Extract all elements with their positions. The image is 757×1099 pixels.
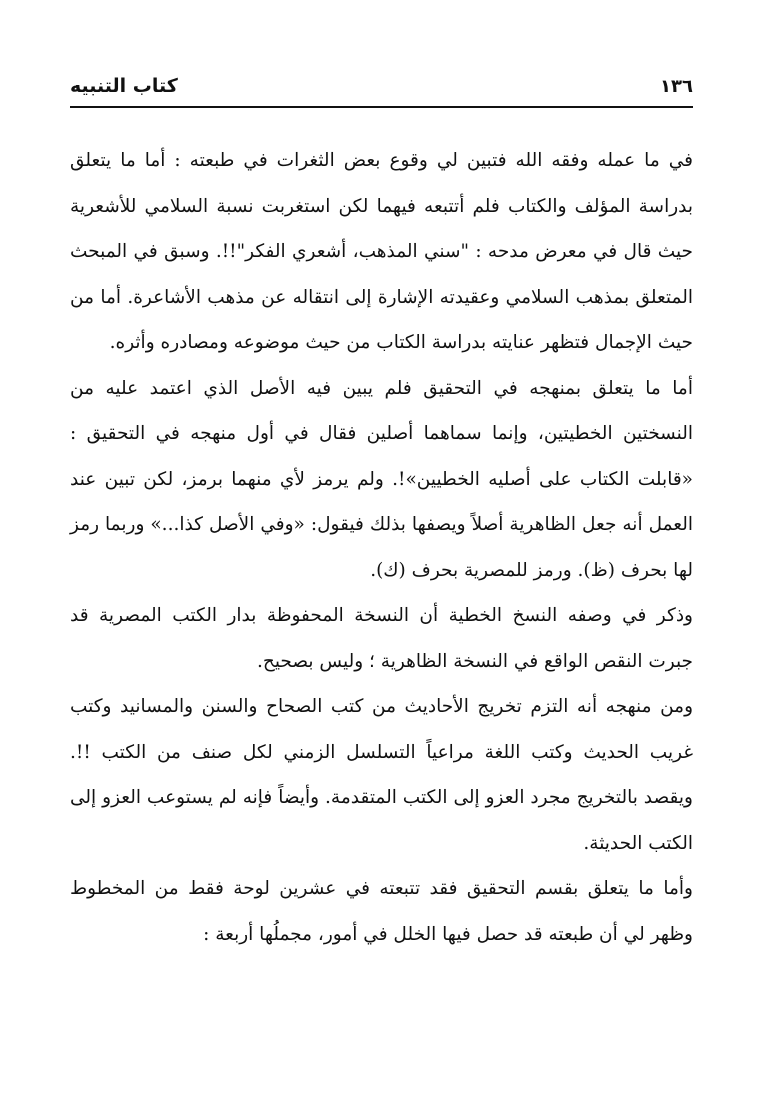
paragraph-1: في ما عمله وفقه الله فتبين لي وقوع بعض الثغرات في طبعته : أما ما يتعلق بدراسة المؤلف والكتاب فلم أتتبعه فيهما لكن استغربت نسبة السلامي للأشعرية حيث قال في معرض مدحه : "سني المذهب، أشعري الفكر"!!. وسبق في المبحث المتعلق بمذهب السلامي وعقيدته الإشارة إلى انتقاله عن مذهب الأشاعرة. أما من حيث الإجمال فتظهر عنايته بدراسة الكتاب من حيث موضوعه ومصادره وأثره.: [70, 150, 693, 353]
paragraph-5: وأما ما يتعلق بقسم التحقيق فقد تتبعته في عشرين لوحة فقط من المخطوط وظهر لي أن طبعته قد حصل فيها الخلل في أمور، مجملُها أربعة :: [70, 878, 693, 945]
paragraph-2: أما ما يتعلق بمنهجه في التحقيق فلم يبين فيه الأصل الذي اعتمد عليه من النسختين الخطيتين، وإنما سماهما أصلين فقال في أول منهجه في التحقيق : «قابلت الكتاب على أصليه الخطيين»!. ولم يرمز لأي منهما برمز، لكن تبين عند العمل أنه جعل الظاهرية أصلاً ويصفها بذلك فيقول: «وفي الأصل كذا...» وربما رمز لها بحرف (ظ). ورمز للمصرية بحرف (ك).: [70, 377, 693, 581]
page-number: ١٣٦: [660, 75, 693, 97]
paragraph-3: وذكر في وصفه النسخ الخطية أن النسخة المحفوظة بدار الكتب المصرية قد جبرت النقص الواقع في النسخة الظاهرية ؛ وليس بصحيح.: [70, 605, 693, 672]
running-title: كتاب التنبيه: [70, 75, 178, 97]
body-text: [70, 138, 693, 957]
paragraph-4: ومن منهجه أنه التزم تخريج الأحاديث من كتب الصحاح والسنن والمسانيد وكتب غريب الحديث وكتب اللغة مراعياً التسلسل الزمني لكل صنف من الكتب !!. ويقصد بالتخريج مجرد العزو إلى الكتب المتقدمة. وأيضاً فإنه لم يستوعب العزو إلى الكتب الحديثة.: [70, 696, 693, 854]
page-header: [70, 66, 693, 106]
header-divider: [70, 106, 693, 108]
